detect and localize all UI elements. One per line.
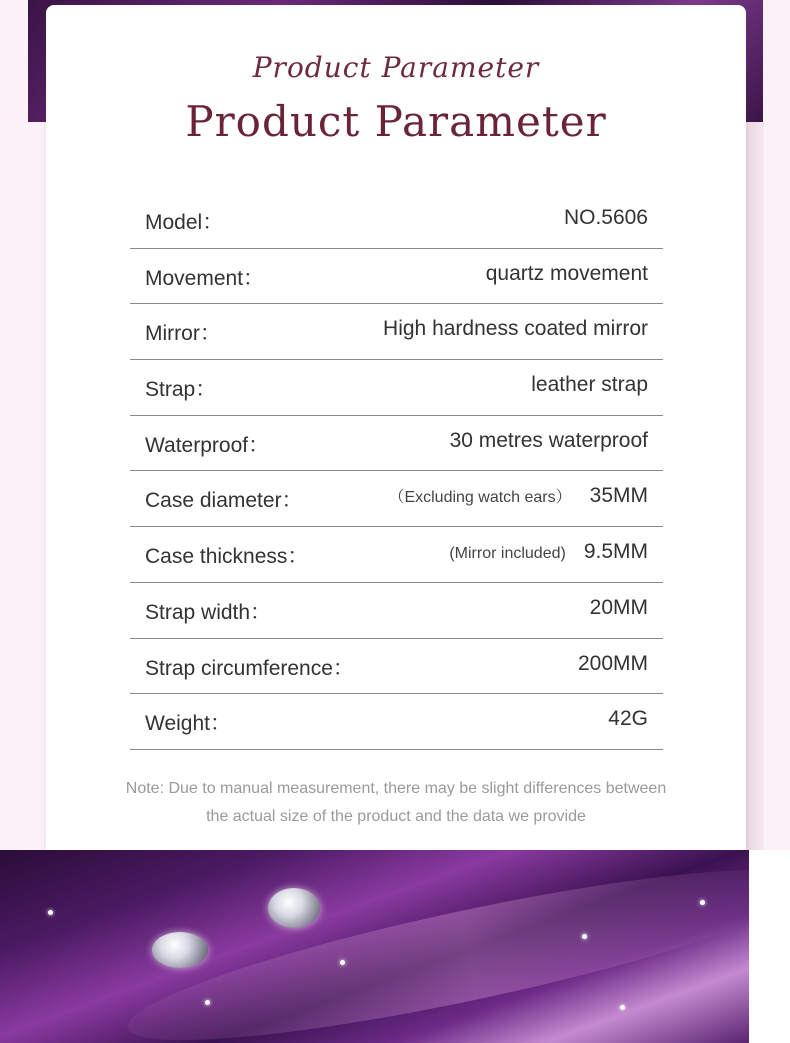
sparkle-icon — [48, 910, 53, 915]
parameter-row-case-diameter — [130, 471, 663, 527]
parameter-label: Waterproof： — [145, 433, 270, 457]
page-title: Product Parameter — [185, 97, 607, 146]
parameter-value: quartz movement — [485, 261, 648, 285]
bottom-silk-banner — [0, 850, 749, 1043]
sparkle-icon — [582, 934, 587, 939]
parameter-value: NO.5606 — [563, 206, 648, 229]
parameter-value: 42G — [608, 707, 648, 731]
parameter-row-case-thickness — [130, 527, 663, 583]
right-edge — [749, 850, 790, 1043]
parameter-row-strap-circumference — [130, 639, 663, 695]
parameter-card — [46, 5, 746, 850]
sparkle-icon — [205, 1000, 210, 1005]
parameter-row-weight — [130, 694, 663, 750]
parameter-row-mirror — [130, 304, 663, 360]
parameter-value: leather strap — [531, 373, 648, 397]
parameter-row-strap-width — [130, 583, 663, 639]
parameter-label: Case thickness： — [145, 545, 309, 569]
parameter-label: Case diameter： — [145, 489, 303, 513]
sparkle-icon — [340, 960, 345, 965]
parameter-table — [130, 193, 663, 750]
parameter-value: 30 metres waterproof — [449, 428, 648, 452]
parameter-value: High hardness coated mirror — [383, 317, 648, 341]
silk-fold — [118, 850, 749, 1043]
parameter-label: Mirror： — [145, 322, 221, 346]
parameter-value: 200MM — [577, 651, 648, 675]
script-title: Product Parameter — [252, 51, 540, 84]
sparkle-icon — [700, 900, 705, 905]
parameter-label: Strap width： — [145, 600, 272, 624]
parameter-row-movement — [130, 249, 663, 305]
gem-icon — [152, 932, 208, 968]
parameter-note: (Mirror included) — [449, 545, 566, 563]
parameter-label: Movement： — [145, 266, 265, 290]
parameter-value: （Excluding watch ears） 35MM — [388, 484, 648, 508]
parameter-row-strap — [130, 360, 663, 416]
measurement-note: Note: Due to manual measurement, there may be slight differences between the actual size of the product and the data we provide — [125, 780, 667, 825]
parameter-label: Strap： — [145, 378, 217, 402]
parameter-note: （Excluding watch ears） — [388, 489, 572, 507]
parameter-row-model — [130, 193, 663, 249]
parameter-row-waterproof — [130, 416, 663, 472]
sparkle-icon — [620, 1005, 625, 1010]
parameter-label: Strap circumference： — [145, 656, 354, 680]
parameter-value: (Mirror included) 9.5MM — [449, 540, 648, 564]
parameter-label: Model： — [145, 211, 224, 234]
gem-icon — [268, 888, 320, 928]
parameter-value: 20MM — [589, 595, 648, 619]
card-shadow — [746, 122, 764, 850]
parameter-label: Weight： — [145, 712, 231, 736]
